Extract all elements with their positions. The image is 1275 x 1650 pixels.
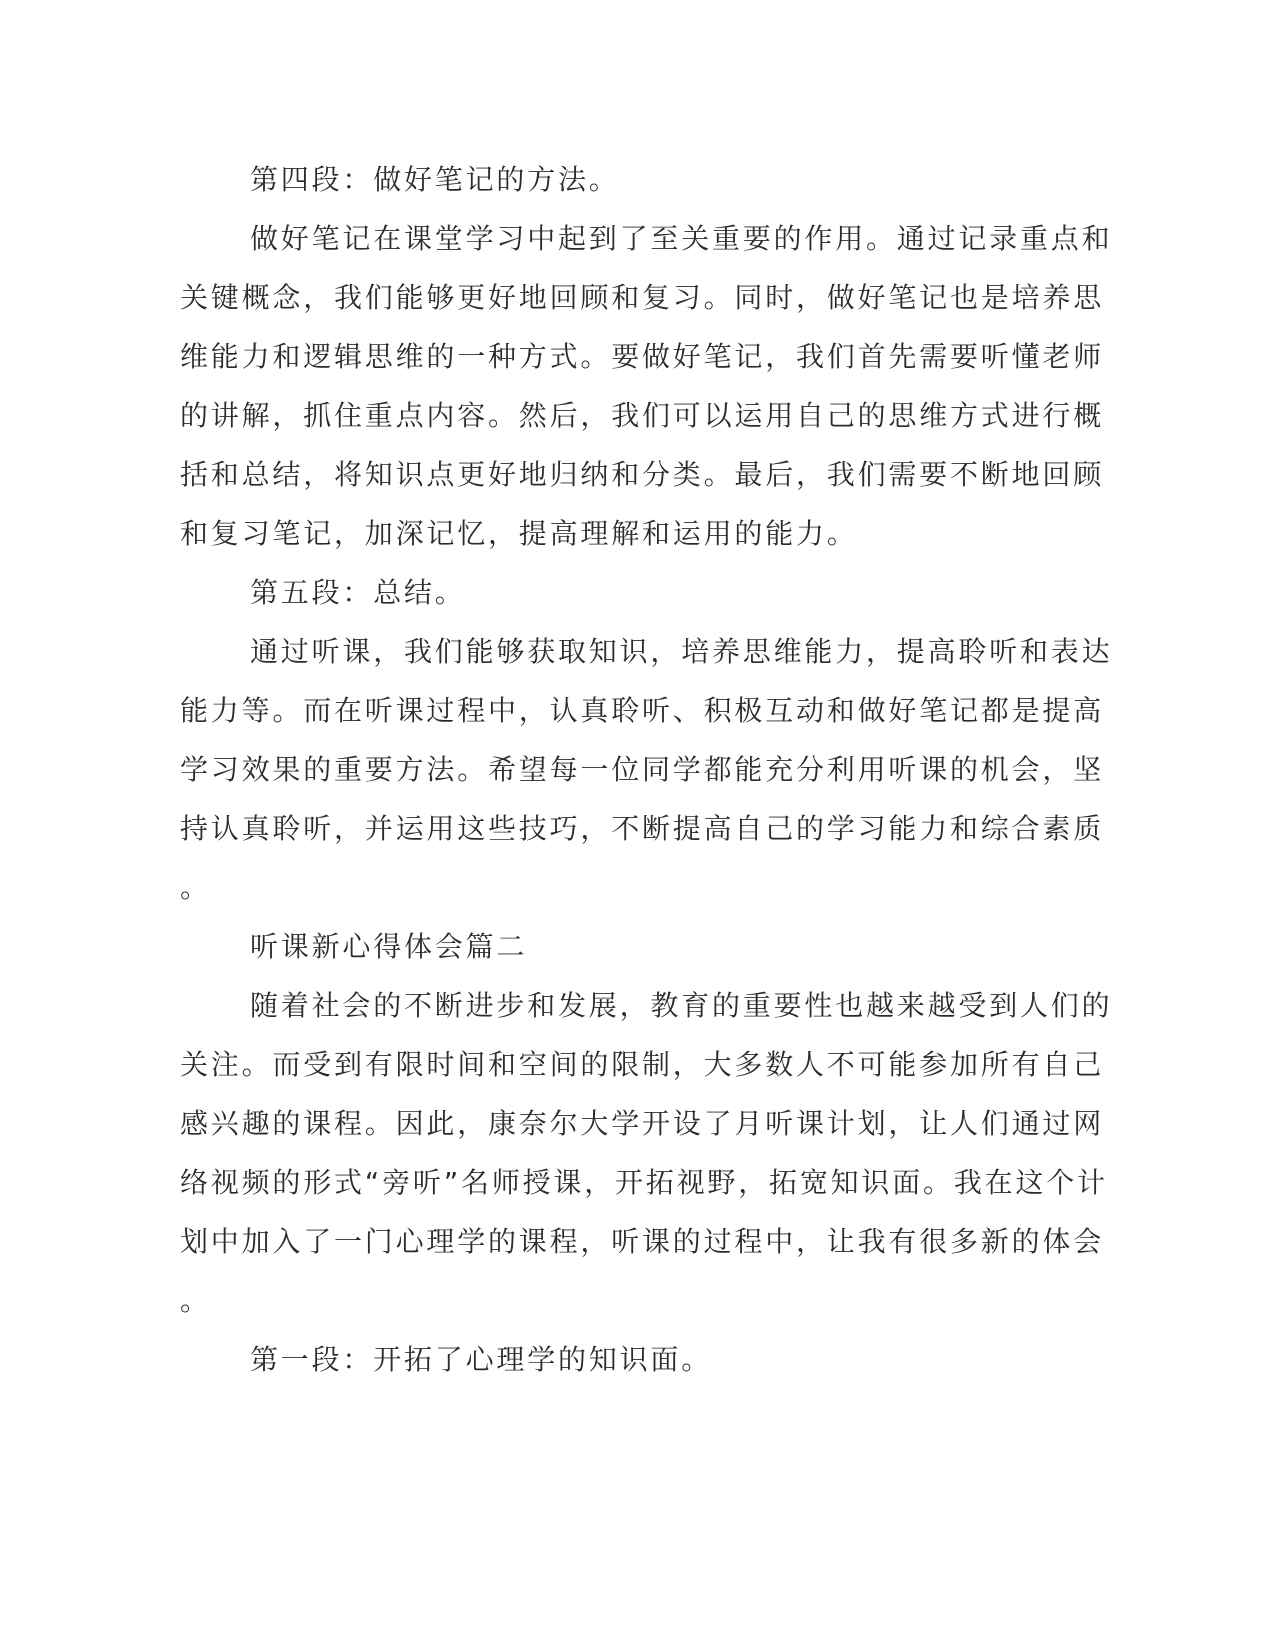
section-heading-5: 第五段：总结。: [250, 576, 466, 609]
paragraph-line: 和复习笔记，加深记忆，提高理解和运用的能力。: [180, 517, 858, 550]
paragraph-line: 感兴趣的课程。因此，康奈尔大学开设了月听课计划，让人们通过网: [180, 1107, 1105, 1140]
paragraph-line: 。: [180, 871, 211, 904]
paragraph-line: 关键概念，我们能够更好地回顾和复习。同时，做好笔记也是培养思: [180, 281, 1105, 314]
paragraph-line: 络视频的形式“旁听”名师授课，开拓视野，拓宽知识面。我在这个计: [180, 1166, 1108, 1199]
paragraph-line: 能力等。而在听课过程中，认真聆听、积极互动和做好笔记都是提高: [180, 694, 1105, 727]
section-heading-1: 第一段：开拓了心理学的知识面。: [250, 1343, 713, 1376]
paragraph-line: 学习效果的重要方法。希望每一位同学都能充分利用听课的机会，坚: [180, 753, 1105, 786]
paragraph-line: 。: [180, 1284, 211, 1317]
paragraph-line: 括和总结，将知识点更好地归纳和分类。最后，我们需要不断地回顾: [180, 458, 1105, 491]
paragraph-line: 的讲解，抓住重点内容。然后，我们可以运用自己的思维方式进行概: [180, 399, 1105, 432]
paragraph-line: 随着社会的不断进步和发展，教育的重要性也越来越受到人们的: [250, 989, 1113, 1022]
paragraph-line: 做好笔记在课堂学习中起到了至关重要的作用。通过记录重点和: [250, 222, 1113, 255]
paragraph-line: 持认真聆听，并运用这些技巧，不断提高自己的学习能力和综合素质: [180, 812, 1105, 845]
article-title-part-2: 听课新心得体会篇二: [250, 930, 528, 963]
paragraph-line: 通过听课，我们能够获取知识，培养思维能力，提高聆听和表达: [250, 635, 1113, 668]
section-heading-4: 第四段：做好笔记的方法。: [250, 163, 620, 196]
paragraph-line: 划中加入了一门心理学的课程，听课的过程中，让我有很多新的体会: [180, 1225, 1105, 1258]
paragraph-line: 关注。而受到有限时间和空间的限制，大多数人不可能参加所有自己: [180, 1048, 1105, 1081]
paragraph-line: 维能力和逻辑思维的一种方式。要做好笔记，我们首先需要听懂老师: [180, 340, 1105, 373]
